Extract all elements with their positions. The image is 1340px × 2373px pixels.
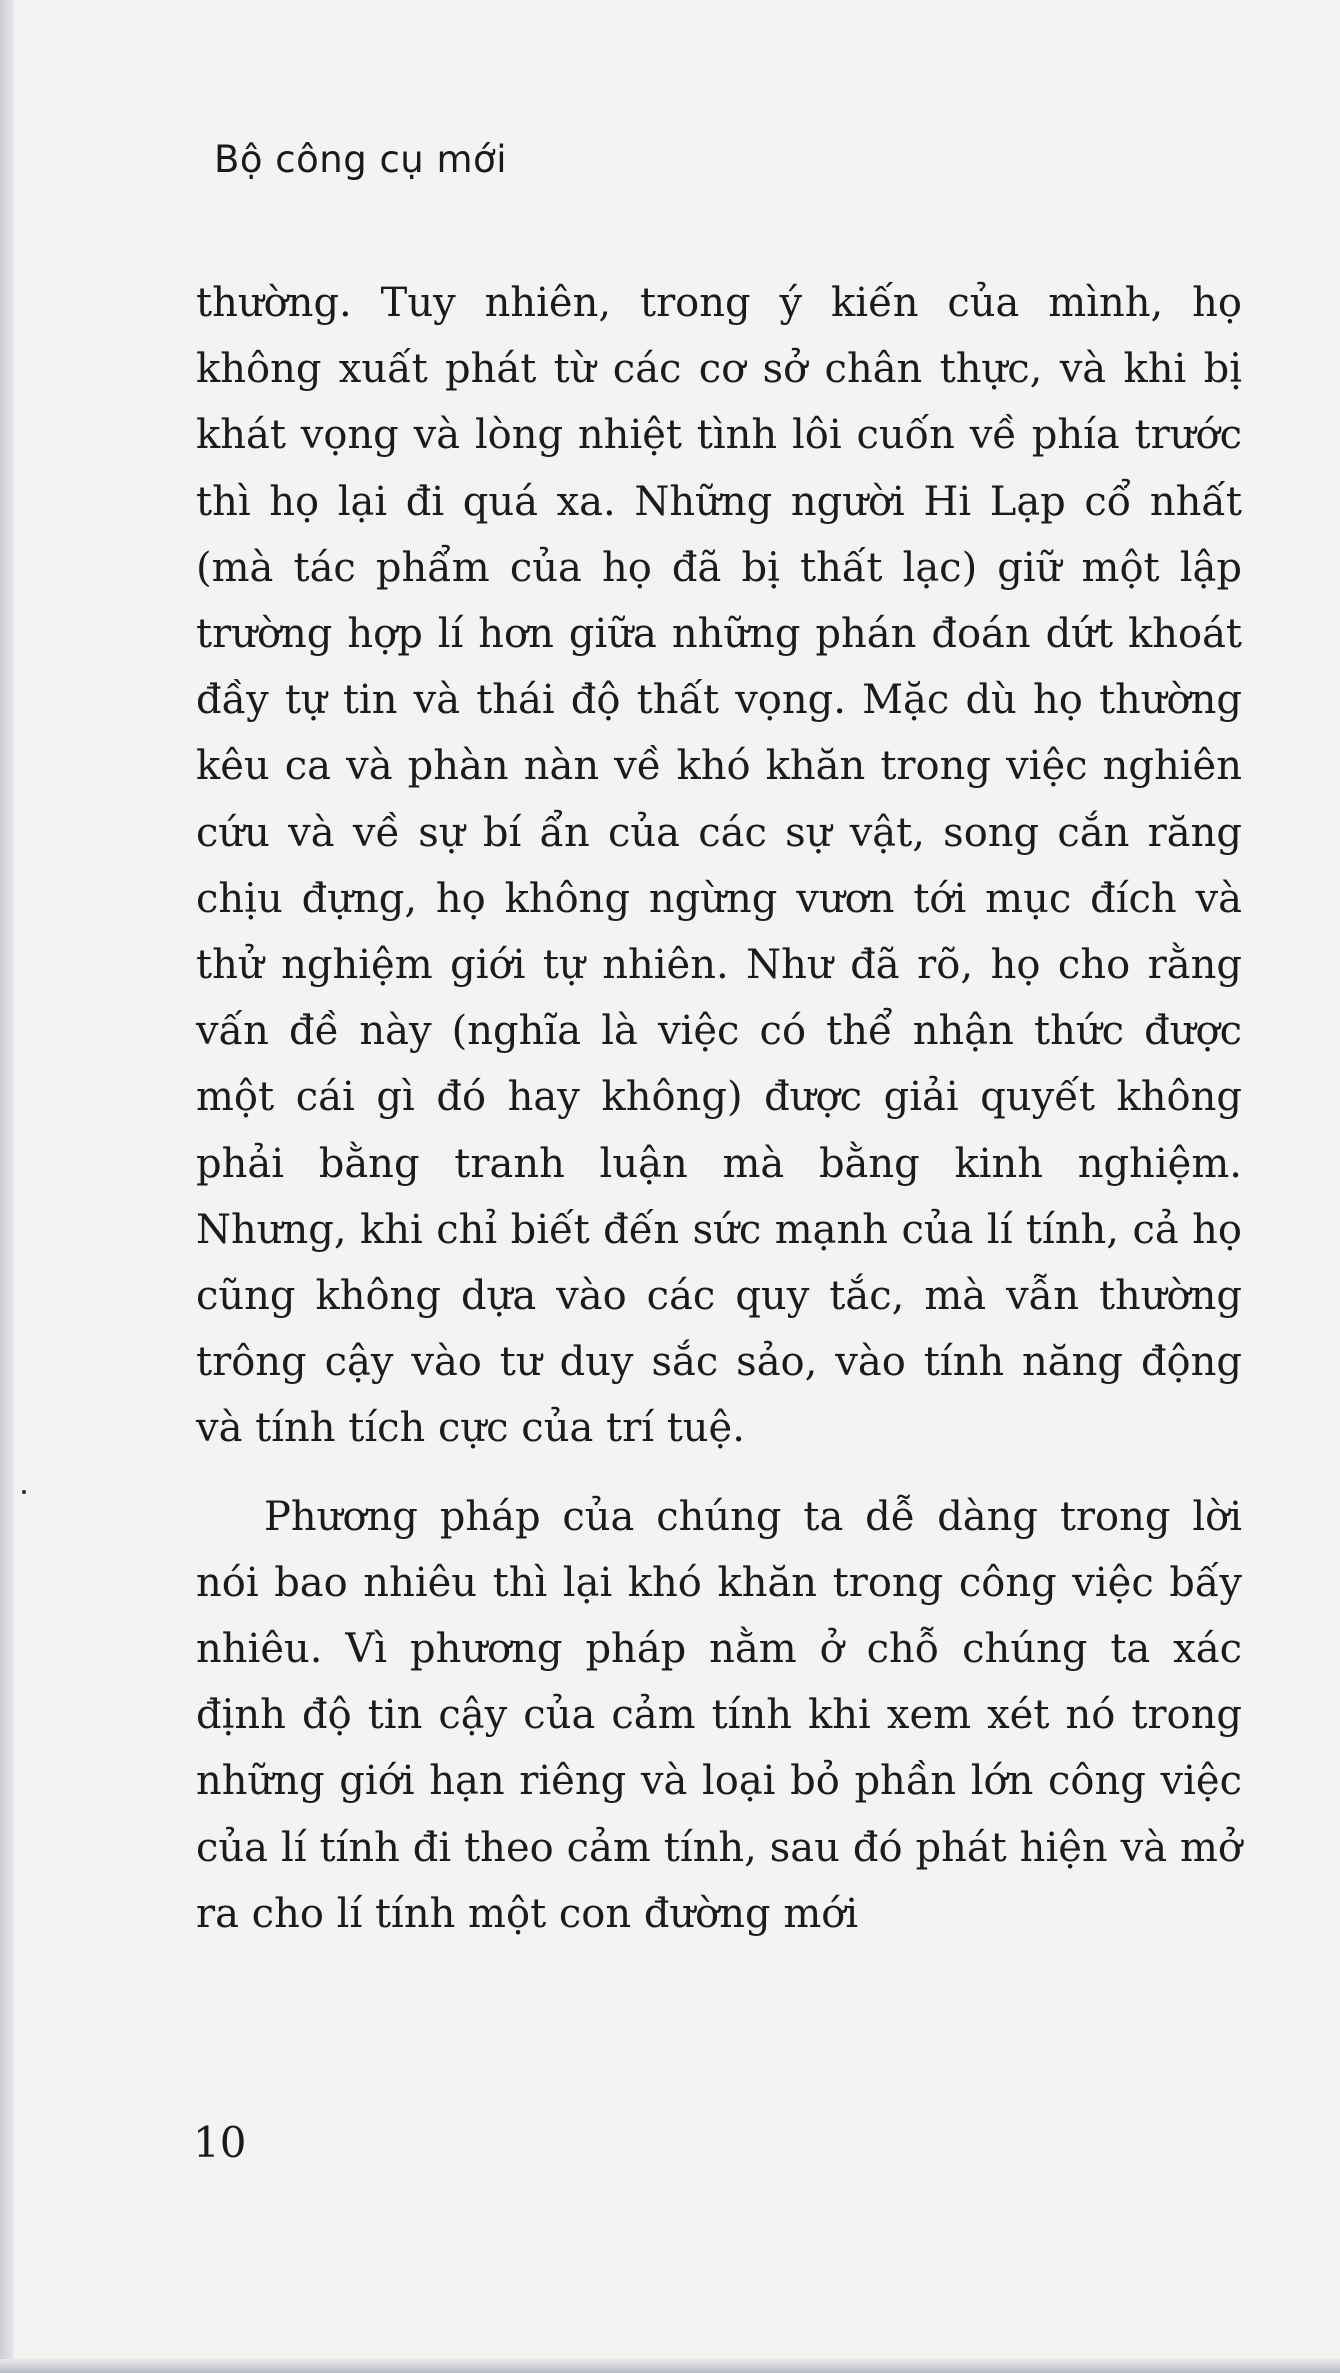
paragraph-1: thường. Tuy nhiên, trong ý kiến của mình, họ không xuất phát từ các cơ sở chân thực, và khi bị khát vọng và lòng nhiệt tình lôi cuốn về phía trước thì họ lại đi quá xa. Những người Hi Lạp cổ nhất (mà tác phẩm của họ đã bị thất lạc) giữ một lập trường hợp lí hơn giữa những phán đoán dứt khoát đầy tự tin và thái độ thất vọng. Mặc dù họ thường kêu ca và phàn nàn về khó khăn trong việc nghiên cứu và về sự bí ẩn của các sự vật, song cắn răng chịu đựng, họ không ngừng vươn tới mục đích và thử nghiệm giới tự nhiên. Như đã rõ, họ cho rằng vấn đề này (nghĩa là việc có thể nhận thức được một cái gì đó hay không) được giải quyết không phải bằng tranh luận mà bằng kinh nghiệm. Nhưng, khi chỉ biết đến sức mạnh của lí tính, cả họ cũng không dựa vào các quy tắc, mà vẫn thường trông cậy vào tư duy sắc sảo, vào tính năng động và tính tích cực của trí tuệ. — [196, 280, 1242, 1452]
running-head: Bộ công cụ mới — [214, 138, 507, 181]
paragraph-2: Phương pháp của chúng ta dễ dàng trong lời nói bao nhiêu thì lại khó khăn trong công việc bấy nhiêu. Vì phương pháp nằm ở chỗ chúng ta xác định độ tin cậy của cảm tính khi xem xét nó trong những giới hạn riêng và loại bỏ phần lớn công việc của lí tính đi theo cảm tính, sau đó phát hiện và mở ra cho lí tính một con đường mới — [196, 1493, 1242, 1937]
paper-speck — [22, 1490, 26, 1494]
page-number: 10 — [193, 2118, 247, 2167]
page-left-edge — [0, 0, 14, 2373]
page-bottom-edge — [0, 2359, 1340, 2373]
body-text — [196, 270, 1242, 1947]
